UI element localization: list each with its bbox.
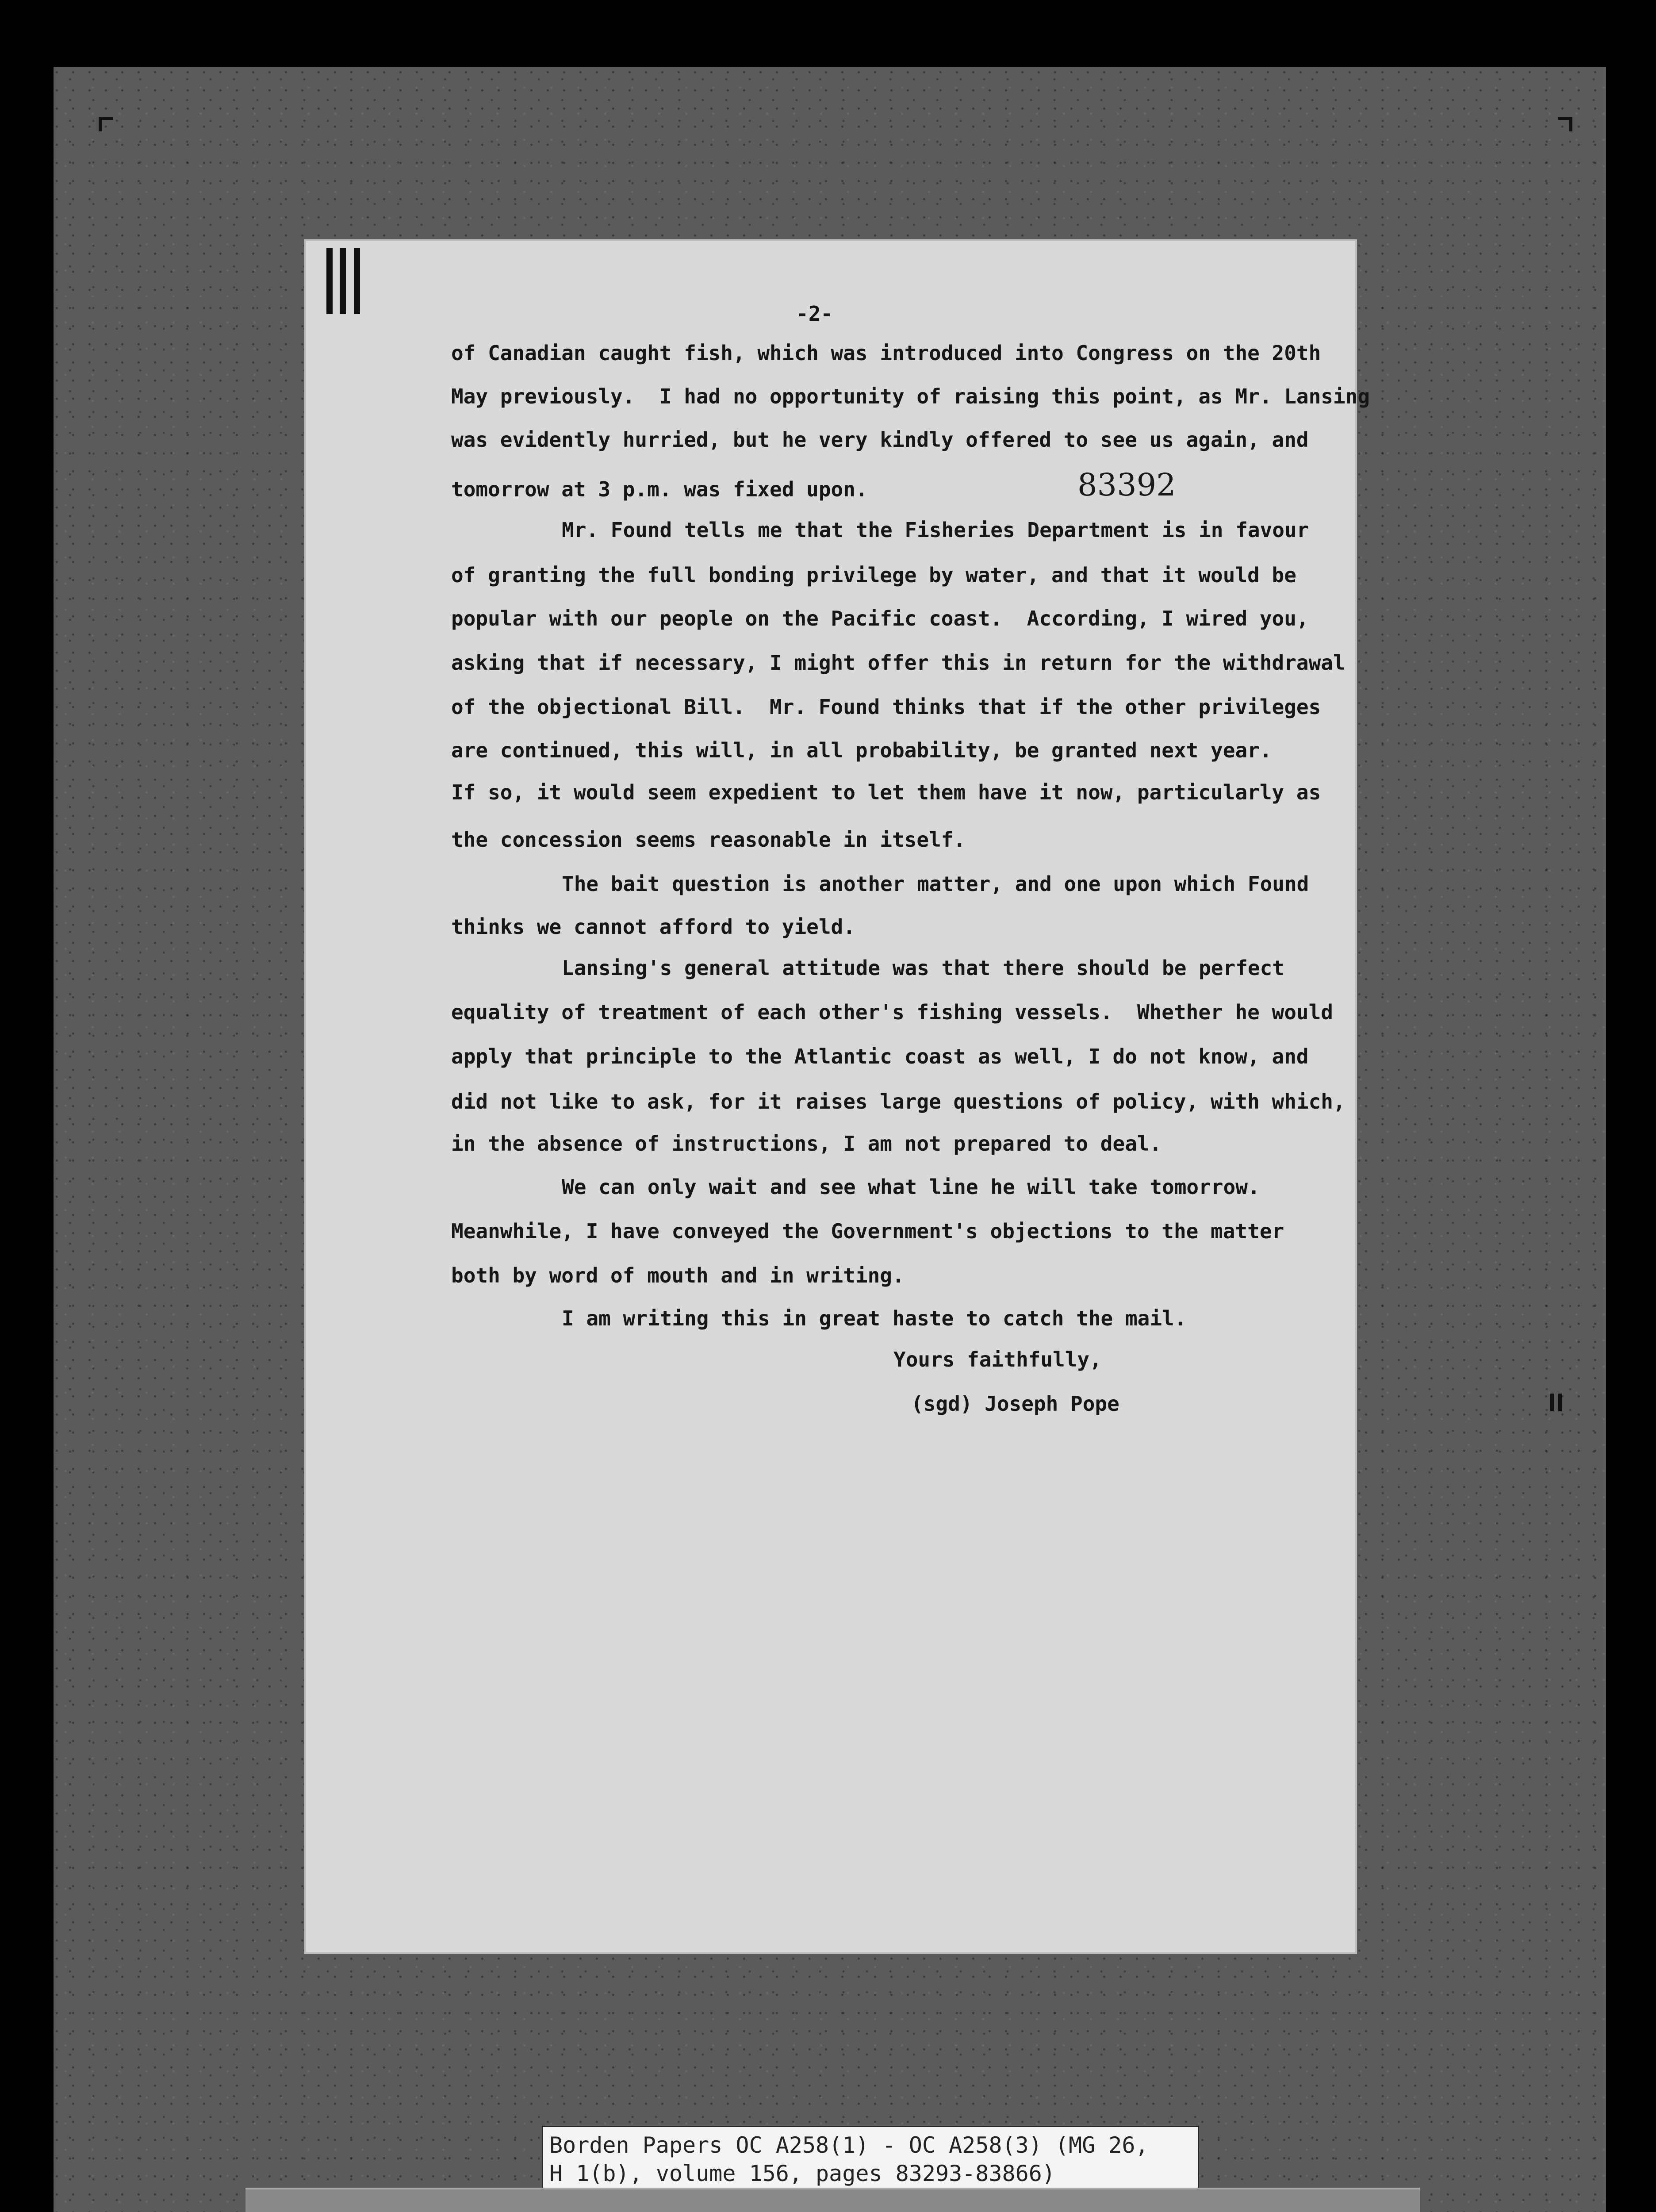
letter-line: did not like to ask, for it raises large questions of policy, with which, bbox=[451, 1090, 1346, 1114]
letter-line: tomorrow at 3 p.m. was fixed upon. bbox=[451, 477, 868, 501]
letter-line: of granting the full bonding privilege by water, and that it would be bbox=[451, 563, 1296, 587]
registration-marks bbox=[1550, 1394, 1563, 1411]
card-sleeve bbox=[245, 2188, 1420, 2212]
page-marker: -2- bbox=[796, 302, 833, 326]
letter-line: in the absence of instructions, I am not prepared to deal. bbox=[451, 1132, 1162, 1156]
letter-line: If so, it would seem expedient to let them have it now, particularly as bbox=[451, 780, 1321, 804]
letter-line: was evidently hurried, but he very kindly offered to see us again, and bbox=[451, 428, 1309, 452]
letter-line: both by word of mouth and in writing. bbox=[451, 1263, 905, 1287]
letter-line: the concession seems reasonable in itself. bbox=[451, 828, 966, 852]
letter-line: I am writing this in great haste to catch the mail. bbox=[562, 1306, 1187, 1330]
letter-line: popular with our people on the Pacific coast. According, I wired you, bbox=[451, 607, 1309, 630]
letter-line: May previously. I had no opportunity of raising this point, as Mr. Lansing bbox=[451, 384, 1370, 408]
letter-line: asking that if necessary, I might offer this in return for the withdrawal bbox=[451, 651, 1346, 675]
signature: (sgd) Joseph Pope bbox=[911, 1392, 1119, 1416]
letter-line: thinks we cannot afford to yield. bbox=[451, 915, 855, 939]
letter-line: are continued, this will, in all probability, be granted next year. bbox=[451, 738, 1272, 762]
collection-label-line: H 1(b), volume 156, pages 83293-83866) bbox=[549, 2161, 1055, 2186]
letter-line: equality of treatment of each other's fishing vessels. Whether he would bbox=[451, 1000, 1333, 1024]
paper-clip-marks bbox=[326, 248, 368, 314]
letter-line: We can only wait and see what line he will take tomorrow. bbox=[562, 1175, 1260, 1199]
letter-line: of Canadian caught fish, which was introduced into Congress on the 20th bbox=[451, 341, 1321, 365]
letter-line: apply that principle to the Atlantic coast as well, I do not know, and bbox=[451, 1045, 1309, 1068]
collection-label-line: Borden Papers OC A258(1) - OC A258(3) (MG 26, bbox=[549, 2132, 1149, 2158]
letter-line: Lansing's general attitude was that there should be perfect bbox=[562, 956, 1284, 980]
collection-label bbox=[542, 2126, 1199, 2191]
letter-line: of the objectional Bill. Mr. Found thinks that if the other privileges bbox=[451, 695, 1321, 719]
crop-mark-top-right bbox=[1558, 117, 1572, 131]
letter-line: The bait question is another matter, and one upon which Found bbox=[562, 872, 1309, 896]
letter-line: Mr. Found tells me that the Fisheries Department is in favour bbox=[562, 518, 1309, 542]
closing: Yours faithfully, bbox=[893, 1348, 1102, 1371]
letter-line: Meanwhile, I have conveyed the Government's objections to the matter bbox=[451, 1219, 1284, 1243]
document-number: 83392 bbox=[1077, 467, 1176, 503]
crop-mark-top-left bbox=[99, 117, 113, 131]
